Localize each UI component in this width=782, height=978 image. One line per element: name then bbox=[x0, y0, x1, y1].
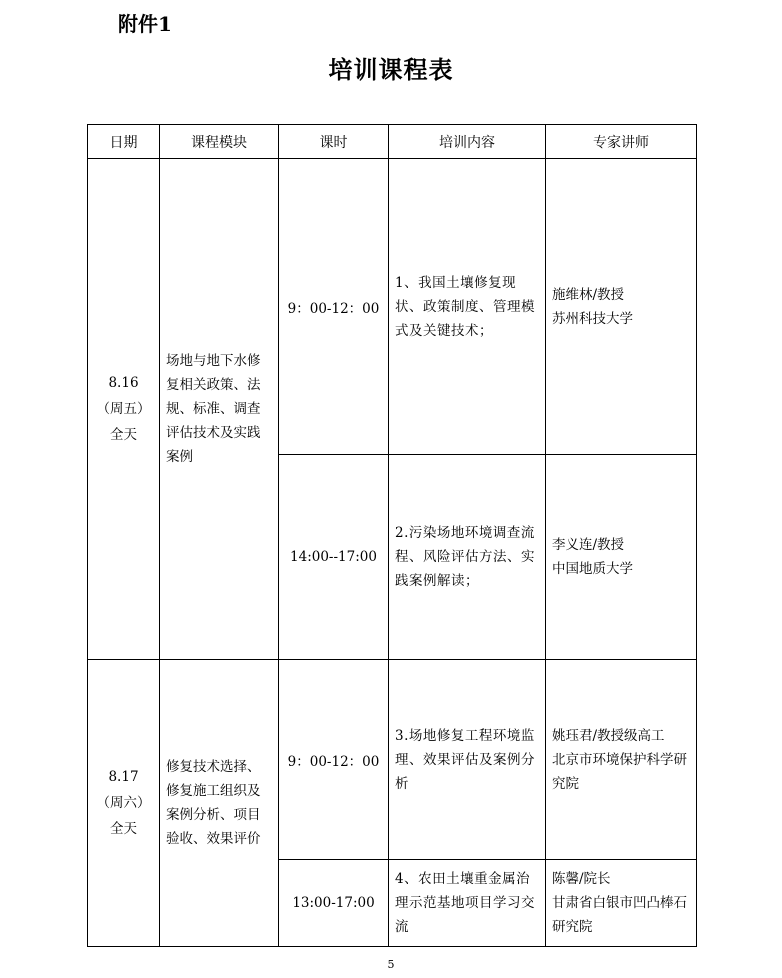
header-date: 日期 bbox=[88, 125, 160, 159]
page-number: 5 bbox=[387, 958, 395, 971]
period-value: 全天 bbox=[110, 821, 137, 837]
lecturer-org: 苏州科技大学 bbox=[552, 310, 633, 327]
lecturer-name: 李义连/教授 bbox=[552, 537, 625, 553]
time-cell: 9：00-12：00 bbox=[279, 159, 389, 455]
header-hours: 课时 bbox=[279, 125, 389, 159]
lecturer-org: 中国地质大学 bbox=[552, 561, 633, 577]
time-cell: 13:00-17:00 bbox=[279, 860, 389, 947]
time-cell: 9：00-12：00 bbox=[279, 660, 389, 860]
lecturer-cell bbox=[546, 660, 697, 860]
training-schedule-table bbox=[87, 124, 697, 947]
lecturer-cell bbox=[546, 455, 697, 660]
content-cell: 3.场地修复工程环境监理、效果评估及案例分析 bbox=[389, 660, 546, 860]
table-row bbox=[88, 159, 697, 455]
period-value: 全天 bbox=[110, 427, 137, 443]
header-lecturer: 专家讲师 bbox=[546, 125, 697, 159]
lecturer-cell bbox=[546, 860, 697, 947]
date-value: 8.16 bbox=[108, 375, 139, 391]
module-cell: 修复技术选择、修复施工组织及案例分析、项目验收、效果评价 bbox=[160, 660, 279, 947]
lecturer-name: 姚珏君/教授级高工 bbox=[552, 727, 665, 744]
content-cell: 1、我国土壤修复现状、政策制度、管理模式及关键技术； bbox=[389, 159, 546, 455]
table-row bbox=[88, 660, 697, 860]
content-cell: 2.污染场地环境调查流程、风险评估方法、实践案例解读； bbox=[389, 455, 546, 660]
lecturer-org: 甘肃省白银市凹凸棒石研究院 bbox=[552, 895, 687, 935]
attachment-label: 附件1 bbox=[118, 12, 172, 36]
lecturer-org: 北京市环境保护科学研究院 bbox=[552, 751, 687, 792]
date-cell bbox=[88, 159, 160, 660]
lecturer-name: 施维林/教授 bbox=[552, 286, 625, 303]
header-module: 课程模块 bbox=[160, 125, 279, 159]
content-cell: 4、农田土壤重金属治理示范基地项目学习交流 bbox=[389, 860, 546, 947]
header-content: 培训内容 bbox=[389, 125, 546, 159]
weekday-value: （周六） bbox=[96, 795, 151, 811]
header-row bbox=[88, 125, 697, 159]
module-cell: 场地与地下水修复相关政策、法规、标准、调查评估技术及实践案例 bbox=[160, 159, 279, 660]
lecturer-name: 陈馨/院长 bbox=[552, 871, 611, 887]
page-title: 培训课程表 bbox=[328, 55, 454, 84]
date-cell bbox=[88, 660, 160, 947]
weekday-value: （周五） bbox=[96, 401, 151, 417]
time-cell: 14:00--17:00 bbox=[279, 455, 389, 660]
date-value: 8.17 bbox=[108, 769, 139, 785]
lecturer-cell bbox=[546, 159, 697, 455]
